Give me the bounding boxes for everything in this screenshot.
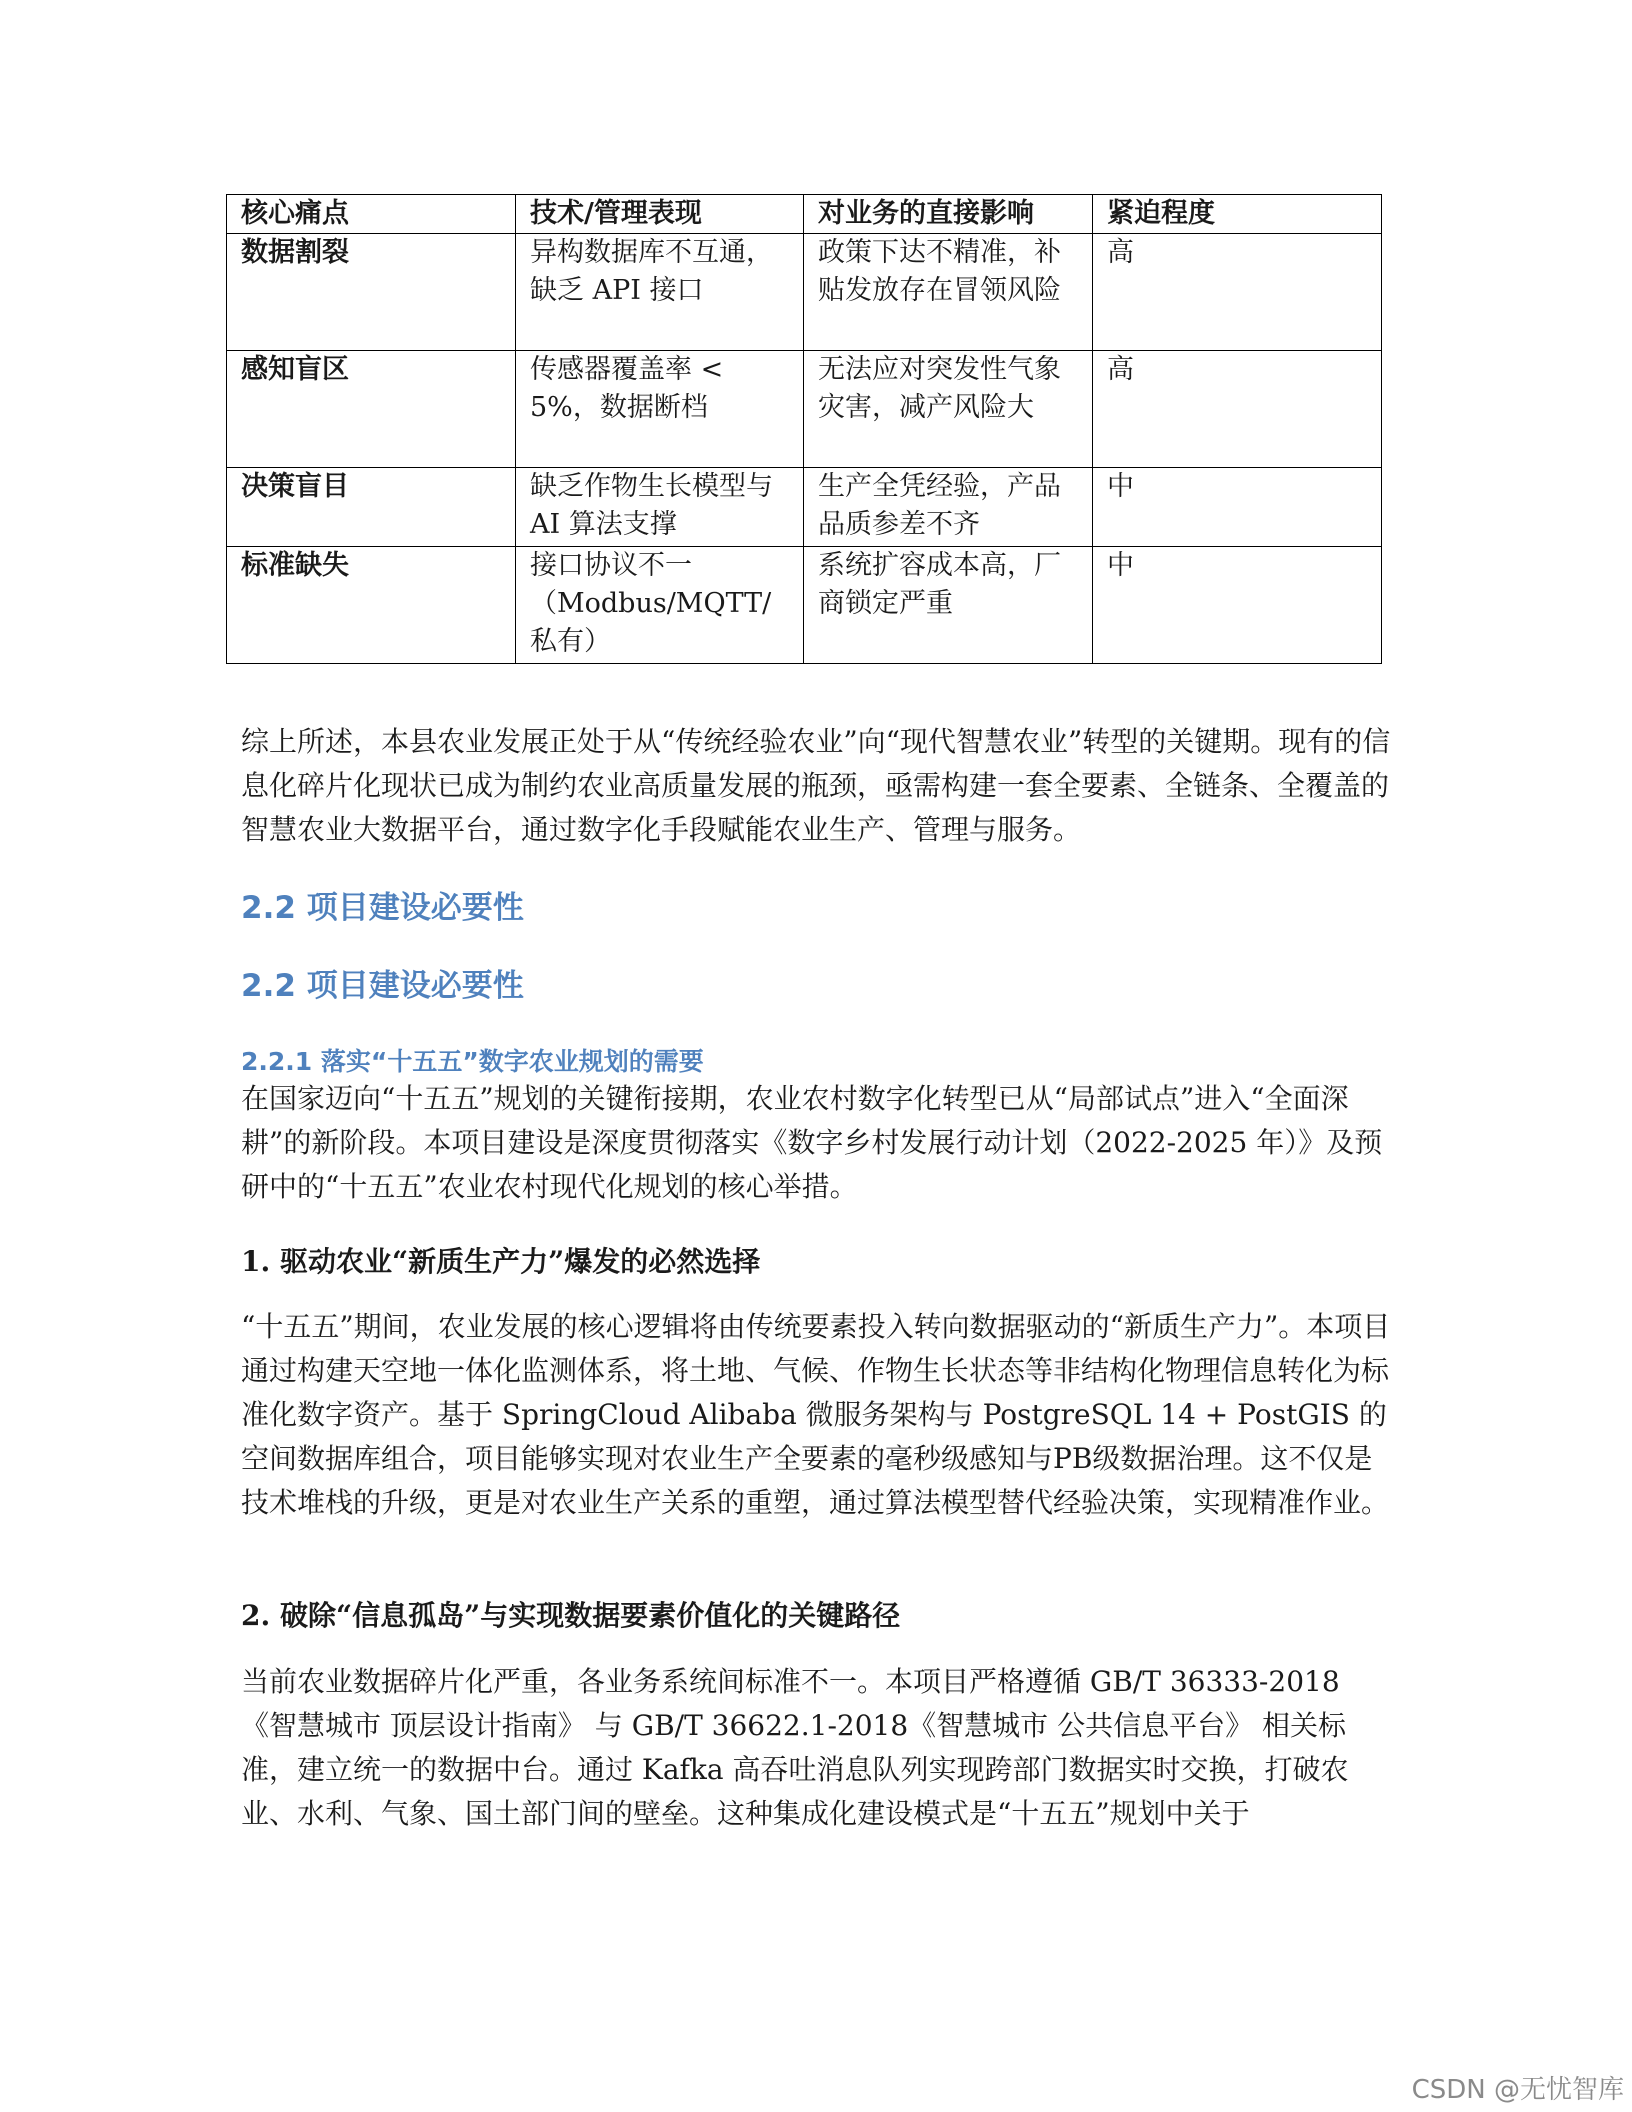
table-cell-urgency: 高 bbox=[1093, 234, 1382, 351]
summary-paragraph: 综上所述，本县农业发展正处于从“传统经验农业”向“现代智慧农业”转型的关键期。现有的信息化碎片化现状已成为制约农业高质量发展的瓶颈，亟需构建一套全要素、全链条、全覆盖的智慧农业大数据平台，通过数字化手段赋能农业生产、管理与服务。 bbox=[241, 725, 1391, 846]
table-row bbox=[227, 547, 1382, 664]
table-cell-pain: 决策盲目 bbox=[227, 468, 516, 547]
table-header-cell: 技术/管理表现 bbox=[516, 195, 804, 234]
table-cell-tech: 传感器覆盖率 < 5%，数据断档 bbox=[516, 351, 804, 468]
table-cell-impact: 无法应对突发性气象灾害，减产风险大 bbox=[804, 351, 1093, 468]
table-cell-urgency: 中 bbox=[1093, 547, 1382, 664]
table-cell-impact: 生产全凭经验，产品品质参差不齐 bbox=[804, 468, 1093, 547]
table-cell-pain: 标准缺失 bbox=[227, 547, 516, 664]
table-header-cell: 对业务的直接影响 bbox=[804, 195, 1093, 234]
table-cell-impact: 系统扩容成本高，厂商锁定严重 bbox=[804, 547, 1093, 664]
table-cell-urgency: 中 bbox=[1093, 468, 1382, 547]
item-1-title: 1. 驱动农业“新质生产力”爆发的必然选择 bbox=[241, 1245, 761, 1278]
item-2-title: 2. 破除“信息孤岛”与实现数据要素价值化的关键路径 bbox=[241, 1599, 901, 1632]
table-row bbox=[227, 351, 1382, 468]
table-row bbox=[227, 234, 1382, 351]
item-2-body: 当前农业数据碎片化严重，各业务系统间标准不一。本项目严格遵循 GB/T 36333-2018《智慧城市 顶层设计指南》 与 GB/T 36622.1-2018《智慧城市 公共信息平台》 相关标准，建立统一的数据中台。通过 Kafka 高吞吐消息队列实现跨部门数据实时交换，打破农业、水利、气象、国土部门间的壁垒。这种集成化建设模式是“十五五”规划中关于 bbox=[241, 1665, 1349, 1830]
subsection-heading: 2.2.1 落实“十五五”数字农业规划的需要 bbox=[241, 1047, 704, 1076]
table-cell-tech: 接口协议不一（Modbus/MQTT/私有） bbox=[516, 547, 804, 664]
table-cell-urgency: 高 bbox=[1093, 351, 1382, 468]
section-heading-duplicate: 2.2 项目建设必要性 bbox=[241, 968, 524, 1004]
pain-point-table bbox=[226, 194, 1382, 664]
section-heading: 2.2 项目建设必要性 bbox=[241, 890, 524, 926]
table-header-cell: 核心痛点 bbox=[227, 195, 516, 234]
watermark: CSDN @无忧智库 bbox=[1411, 2075, 1624, 2105]
table-cell-pain: 感知盲区 bbox=[227, 351, 516, 468]
intro-paragraph: 在国家迈向“十五五”规划的关键衔接期，农业农村数字化转型已从“局部试点”进入“全面深耕”的新阶段。本项目建设是深度贯彻落实《数字乡村发展行动计划（2022-2025 年）》及预研中的“十五五”农业农村现代化规划的核心举措。 bbox=[241, 1082, 1383, 1203]
table-row bbox=[227, 468, 1382, 547]
table-cell-tech: 缺乏作物生长模型与 AI 算法支撑 bbox=[516, 468, 804, 547]
table-header-row bbox=[227, 195, 1382, 234]
table-cell-impact: 政策下达不精准，补贴发放存在冒领风险 bbox=[804, 234, 1093, 351]
table-cell-pain: 数据割裂 bbox=[227, 234, 516, 351]
item-1-body: “十五五”期间，农业发展的核心逻辑将由传统要素投入转向数据驱动的“新质生产力”。本项目通过构建天空地一体化监测体系，将土地、气候、作物生长状态等非结构化物理信息转化为标准化数字资产。基于 SpringCloud Alibaba 微服务架构与 PostgreSQL 14 + PostGIS 的空间数据库组合，项目能够实现对农业生产全要素的毫秒级感知与PB级数据治理。这不仅是技术堆栈的升级，更是对农业生产关系的重塑，通过算法模型替代经验决策，实现精准作业。 bbox=[241, 1310, 1391, 1519]
table-cell-tech: 异构数据库不互通，缺乏 API 接口 bbox=[516, 234, 804, 351]
table-header-cell: 紧迫程度 bbox=[1093, 195, 1382, 234]
